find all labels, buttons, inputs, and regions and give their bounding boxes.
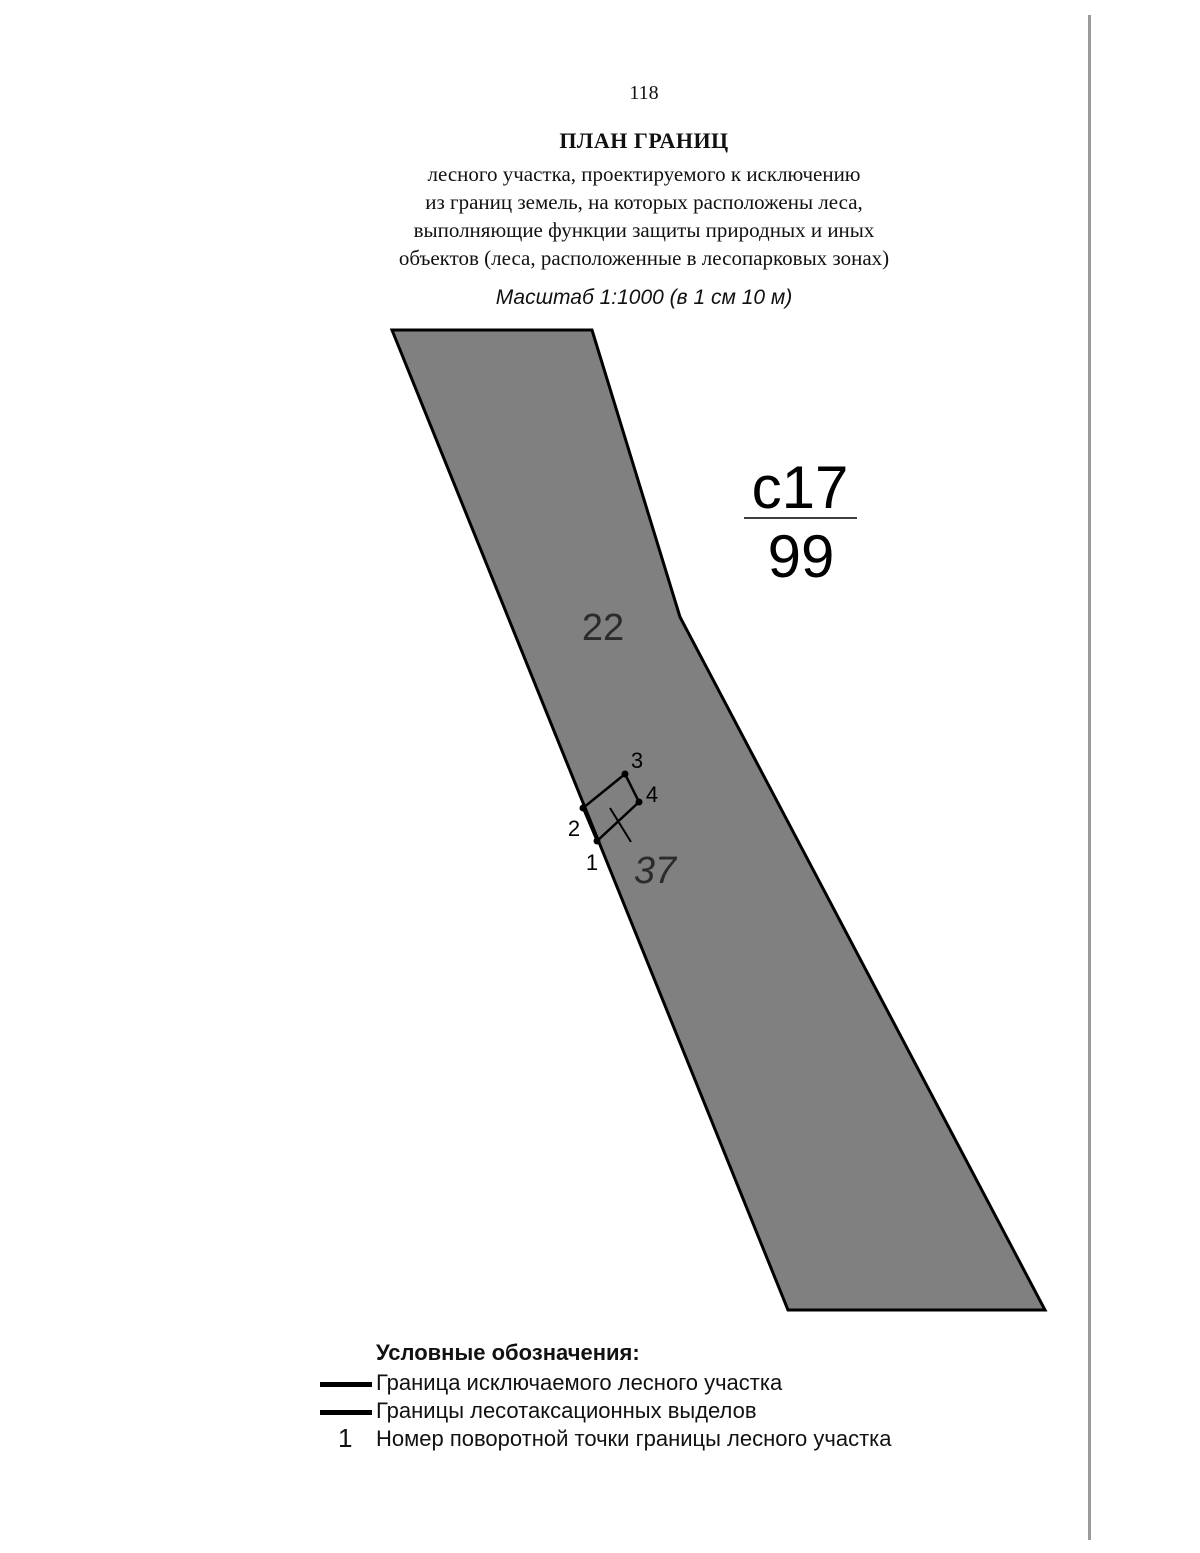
legend-item-label: Номер поворотной точки границы лесного участка xyxy=(376,1426,892,1451)
point-label-1: 1 xyxy=(585,850,599,875)
subtitle-line: из границ земель, на которых расположены леса, xyxy=(425,190,863,214)
subtitle-line: выполняющие функции защиты природных и иных xyxy=(413,218,875,242)
parcel-label-lower: 37 xyxy=(633,850,677,892)
quarter-subnumber: 99 xyxy=(767,523,835,590)
plan-scale: Масштаб 1:1000 (в 1 см 10 м) xyxy=(495,286,793,309)
legend-title: Условные обозначения: xyxy=(376,1340,640,1365)
thick-line-symbol xyxy=(320,1382,372,1387)
legend-item-label: Границы лесотаксационных выделов xyxy=(376,1398,757,1423)
parcel-label-upper: 22 xyxy=(581,607,625,649)
page-edge-rule xyxy=(1088,15,1091,1540)
page-number: 118 xyxy=(629,82,659,104)
forest-area xyxy=(392,330,1045,1310)
point-label-3: 3 xyxy=(630,748,644,773)
plan-title: ПЛАН ГРАНИЦ xyxy=(559,128,729,153)
quarter-label xyxy=(744,454,857,590)
subtitle-line: объектов (леса, расположенные в лесопарковых зонах) xyxy=(398,246,890,270)
turning-point-marker xyxy=(636,799,643,806)
quarter-number: с17 xyxy=(751,454,849,521)
turning-point-marker xyxy=(594,838,601,845)
point-number-symbol: 1 xyxy=(338,1423,353,1453)
turning-point-marker xyxy=(580,805,587,812)
point-label-2: 2 xyxy=(567,816,581,841)
legend-item-label: Граница исключаемого лесного участка xyxy=(376,1370,783,1395)
point-label-4: 4 xyxy=(645,782,659,807)
subtitle-line: лесного участка, проектируемого к исключению xyxy=(427,162,861,186)
turning-point-marker xyxy=(622,771,629,778)
thick-line-symbol xyxy=(320,1410,372,1415)
